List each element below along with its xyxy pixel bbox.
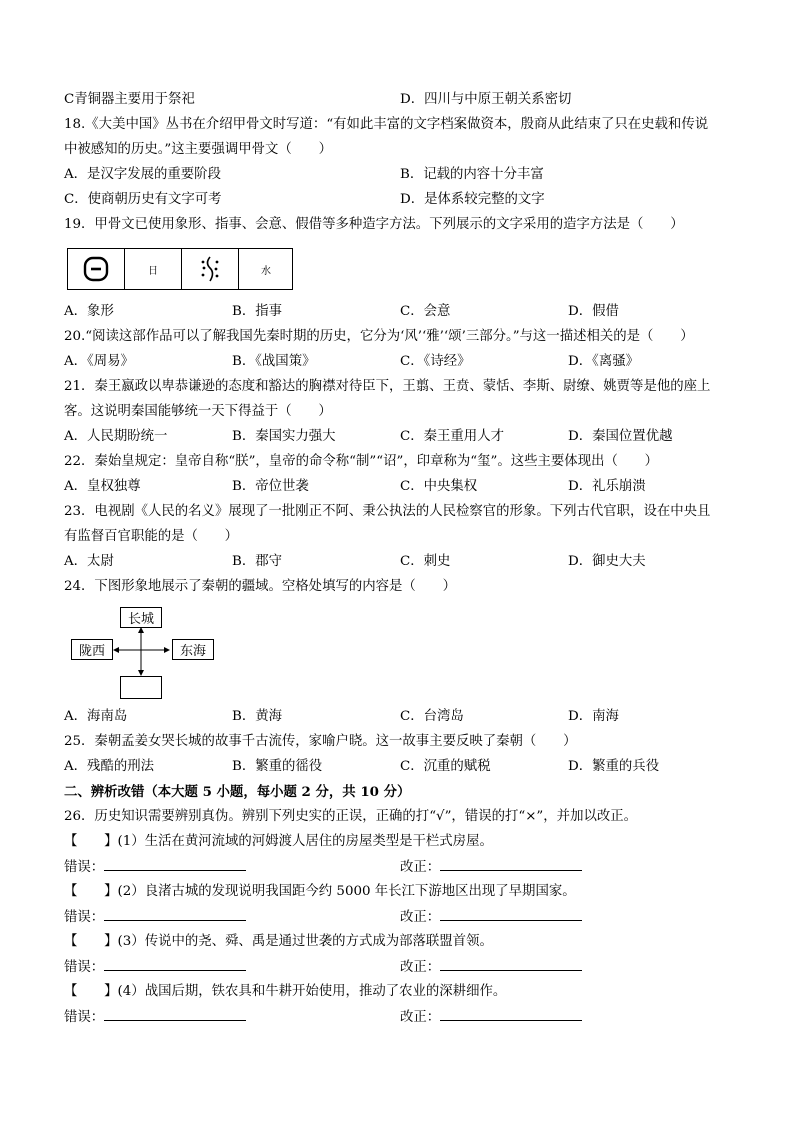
- section-2-heading: 二、辨析改错（本大题 5 小题，每小题 2 分，共 10 分）: [64, 784, 411, 800]
- q21-option-b: B．秦国实力强大: [232, 429, 336, 444]
- q26-fix-label-2: 改正：: [400, 908, 582, 927]
- map-east-box: 东海: [172, 639, 214, 660]
- q18-option-a: A．是汉字发展的重要阶段: [64, 167, 221, 182]
- q23-option-c: C．刺史: [400, 554, 451, 569]
- q23-option-b: B．郡守: [232, 554, 283, 569]
- q26-error-label-3: 错误：: [64, 958, 246, 977]
- q24-stem: 24．下图形象地展示了秦朝的疆域。空格处填写的内容是（ ）: [64, 579, 456, 594]
- q19-option-c: C．会意: [400, 304, 451, 319]
- map-north-box: 长城: [120, 607, 162, 628]
- q23-option-a: A．太尉: [64, 554, 114, 569]
- q26-stem: 26．历史知识需要辨别真伪。辨别下列史实的正误，正确的打“√”，错误的打“×”，并加以改正。: [64, 809, 638, 824]
- q21-option-a: A．人民期盼统一: [64, 429, 168, 444]
- q18-option-d: D．是体系较完整的文字: [400, 192, 545, 207]
- q26-statement-4: 【 】(4）战国后期，铁农具和牛耕开始使用，推动了农业的深耕细作。: [64, 984, 507, 999]
- q19-stem: 19．甲骨文已使用象形、指事、会意、假借等多种造字方法。下列展示的文字采用的造字方法是（ ）: [64, 217, 684, 232]
- oracle-sun-glyph: [68, 249, 124, 289]
- q26-fix-label-1: 改正：: [400, 858, 582, 877]
- q21-stem-line1: 21．秦王嬴政以卑恭谦逊的态度和豁达的胸襟对待臣下，王翦、王贲、蒙恬、李斯、尉缭、姚贾等是他的座上: [64, 379, 711, 394]
- glyph-cell-ri: 日: [148, 265, 158, 277]
- q25-option-b: B．繁重的徭役: [232, 759, 323, 774]
- glyph-table: [67, 248, 293, 290]
- glyph-cell-shui: 水: [261, 265, 271, 277]
- q22-option-b: B．帝位世袭: [232, 479, 309, 494]
- q20-option-d: D．《离骚》: [568, 354, 639, 369]
- q20-option-a: A．《周易》: [64, 354, 134, 369]
- q26-fix-label-3: 改正：: [400, 958, 582, 977]
- q23-stem-line2: 有监督百官职能的是（ ）: [64, 529, 239, 544]
- error-answer-blank[interactable]: [104, 958, 246, 971]
- q26-fix-label-4: 改正：: [400, 1008, 582, 1027]
- q25-option-a: A．残酷的刑法: [64, 759, 155, 774]
- q20-stem: 20.“阅读这部作品可以了解我国先秦时期的历史，它分为‘风’‘雅’‘颂’三部分。”与这一描述相关的是（ ）: [64, 329, 694, 344]
- q20-option-b: B．《战国策》: [232, 354, 316, 369]
- q25-option-d: D．繁重的兵役: [568, 759, 660, 774]
- q21-stem-line2: 客。这说明秦国能够统一天下得益于（ ）: [64, 404, 332, 419]
- correction-answer-blank[interactable]: [440, 958, 582, 971]
- q24-option-a: A．海南岛: [64, 709, 128, 724]
- q22-option-a: A．皇权独尊: [64, 479, 141, 494]
- map-west-box: 陇西: [71, 639, 113, 660]
- q26-statement-1: 【 】(1）生活在黄河流域的河姆渡人居住的房屋类型是干栏式房屋。: [64, 834, 493, 849]
- oracle-water-glyph: [182, 249, 238, 289]
- q26-error-label-1: 错误：: [64, 858, 246, 877]
- q26-statement-3: 【 】(3）传说中的尧、舜、禹是通过世袭的方式成为部落联盟首领。: [64, 934, 493, 949]
- q21-option-d: D．秦国位置优越: [568, 429, 673, 444]
- q26-statement-2: 【 】(2）良渚古城的发现说明我国距今约 5000 年长江下游地区出现了早期国家。: [64, 884, 576, 899]
- q24-option-c: C．台湾岛: [400, 709, 464, 724]
- error-answer-blank[interactable]: [104, 858, 246, 871]
- q19-option-b: B．指事: [232, 304, 283, 319]
- q17-option-d: D．四川与中原王朝关系密切: [400, 92, 572, 107]
- q20-option-c: C．《诗经》: [400, 354, 471, 369]
- map-direction-arrows: [110, 626, 174, 678]
- q22-stem: 22．秦始皇规定：皇帝自称“朕”，皇帝的命令称“制”“诏”，印章称为“玺”。这些主要体现出（ ）: [64, 454, 659, 469]
- q18-stem-line1: 18.《大美中国》丛书在介绍甲骨文时写道：“有如此丰富的文字档案做资本，殷商从此结束了只在史载和传说: [64, 117, 709, 132]
- q24-option-b: B．黄海: [232, 709, 283, 724]
- q26-error-label-4: 错误：: [64, 1008, 246, 1027]
- q18-option-c: C．使商朝历史有文字可考: [64, 192, 222, 207]
- correction-answer-blank[interactable]: [440, 858, 582, 871]
- q19-option-a: A．象形: [64, 304, 114, 319]
- q23-stem-line1: 23．电视剧《人民的名义》展现了一批刚正不阿、秉公执法的人民检察官的形象。下列古代官职，设在中央且: [64, 504, 711, 519]
- q25-option-c: C．沉重的赋税: [400, 759, 491, 774]
- error-answer-blank[interactable]: [104, 1008, 246, 1021]
- correction-answer-blank[interactable]: [440, 1008, 582, 1021]
- q18-option-b: B．记载的内容十分丰富: [400, 167, 544, 182]
- q17-option-c: C青铜器主要用于祭祀: [64, 92, 195, 107]
- q21-option-c: C．秦王重用人才: [400, 429, 504, 444]
- error-answer-blank[interactable]: [104, 908, 246, 921]
- map-south-blank-box: [120, 676, 162, 699]
- q22-option-c: C．中央集权: [400, 479, 478, 494]
- q19-option-d: D．假借: [568, 304, 619, 319]
- q18-stem-line2: 中被感知的历史。”这主要强调甲骨文（ ）: [64, 142, 332, 157]
- q24-option-d: D．南海: [568, 709, 619, 724]
- correction-answer-blank[interactable]: [440, 908, 582, 921]
- q26-error-label-2: 错误：: [64, 908, 246, 927]
- q25-stem: 25．秦朝孟姜女哭长城的故事千古流传，家喻户晓。这一故事主要反映了秦朝（ ）: [64, 734, 577, 749]
- q23-option-d: D．御史大夫: [568, 554, 646, 569]
- q22-option-d: D．礼乐崩溃: [568, 479, 646, 494]
